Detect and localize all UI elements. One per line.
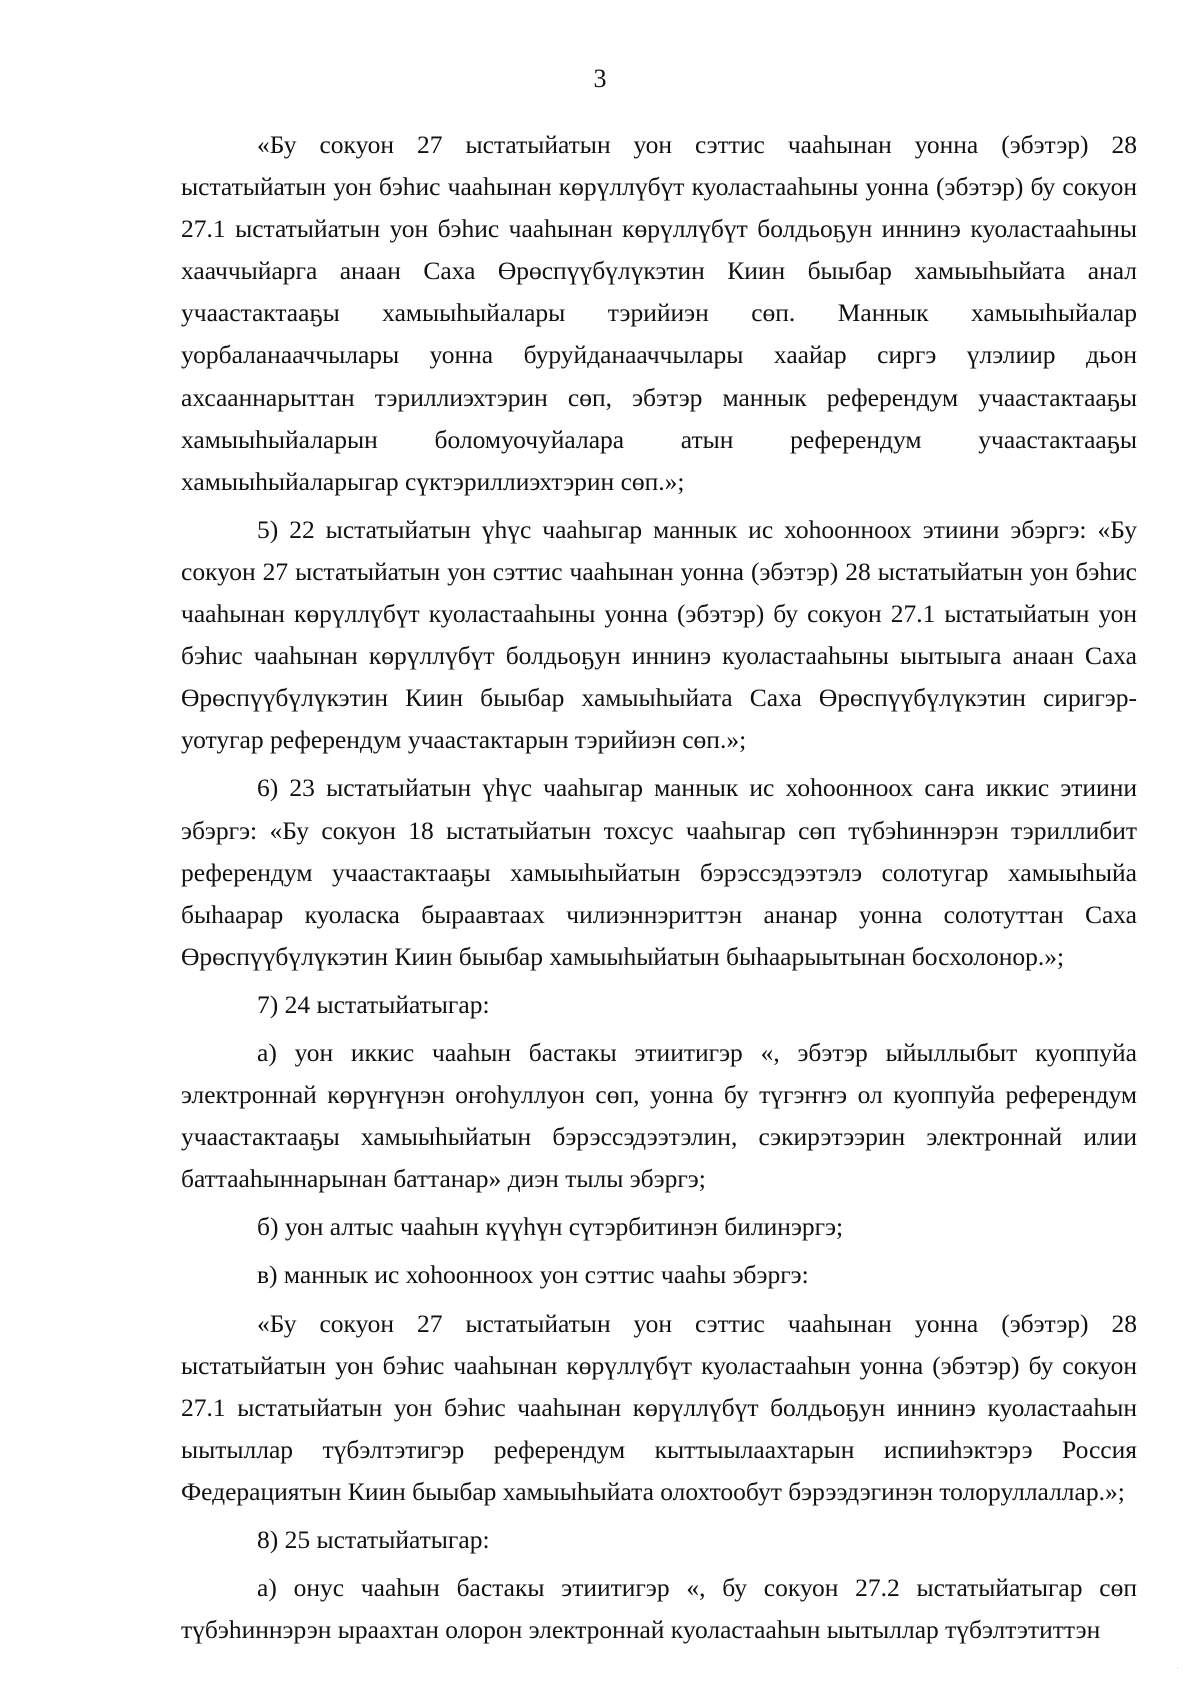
paragraph-item-7v-quote: «Бу сокуон 27 ыстатыйатын уон сэттис чааһынан уонна (эбэтэр) 28 ыстатыйатын уон бэһис чааһынан көрүллүбүт куоластааһын уонна (эбэтэр) бу сокуон 27.1 ыстатыйатын уон бэһис чааһынан көрүллүбүт болдьоҕун иннинэ куоластааһын ыытыллар түбэлтэтигэр референдум кыттыылаахтарын испииһэктэрэ Россия Федерациятын Киин быыбар хамыыһыйата олохтообут бэрээдэгинэн толоруллаллар.»; (181, 1308, 1137, 1506)
page-number: 3 (593, 64, 607, 93)
paragraph-item-6: 6) 23 ыстатыйатын үһүс чааһыгар маннык ис хоһоонноох саҥа иккис этиини эбэргэ: «Бу сокуон 18 ыстатыйатын тохсус чааһыгар сөп түбэһиннэрэн тэриллибит референдум учаастактааҕы хамыыһыйатын бэрэссэдээтэлэ солотугар хамыыһыйа быһаарар куоласка быраавтаах чилиэннэриттэн ананар уонна солотуттан Саха Өрөспүүбүлүкэтин Киин быыбар хамыыһыйатын быһаарыытынан босхолонор.»; (181, 773, 1137, 971)
paragraph-item-8a: а) онус чааһын бастакы этиитигэр «, бу сокуон 27.2 ыстатыйатыгар сөп түбэһиннэрэн ыраахтан олорон электроннай куоластааһын ыытыллар түбэлтэтиттэн (181, 1573, 1137, 1645)
paragraph-item-8: 8) 25 ыстатыйатыгар: (257, 1525, 490, 1554)
paragraph-item-7v: в) маннык ис хоһоонноох уон сэттис чааһы эбэргэ: (257, 1260, 809, 1290)
document-body (181, 124, 1137, 1651)
paragraph-item-7: 7) 24 ыстатыйатыгар: (257, 989, 490, 1019)
paragraph-continuation-quote: «Бу сокуон 27 ыстатыйатын уон сэттис чааһынан уонна (эбэтэр) 28 ыстатыйатын уон бэһис чааһынан көрүллүбүт куоластааһыны уонна (эбэтэр) бу сокуон 27.1 ыстатыйатын уон бэһис чааһынан көрүллүбүт болдьоҕун иннинэ куоластааһыны хааччыйарга анаан Саха Өрөспүүбүлүкэтин Киин быыбар хамыыһыйата анал учаастактааҕы хамыыһыйалары тэрийиэн сөп. Маннык хамыыһыйалар уорбаланааччылары уонна буруйданааччылары хаайар сиргэ үлэлиир дьон ахсааннарыттан тэриллиэхтэрин сөп, эбэтэр маннык референдум учаастактааҕы хамыыһыйаларын боломуочуйалара атын референдум учаастактааҕы хамыыһыйаларыгар сүктэриллиэхтэрин сөп.»; (181, 130, 1137, 496)
paragraph-item-7b: б) уон алтыс чааһын күүһүн сүтэрбитинэн билинэргэ; (257, 1212, 844, 1242)
paragraph-item-7a: а) уон иккис чааһын бастакы этиитигэр «, эбэтэр ыйыллыбыт куоппуйа электроннай көрүҥүнэн оҥоһуллуон сөп, уонна бу түгэҥҥэ ол куоппуйа референдум учаастактааҕы хамыыһыйатын бэрэссэдээтэлин, сэкирэтээрин электроннай илии баттааһыннарынан баттанар» диэн тылы эбэргэ; (181, 1037, 1137, 1194)
paragraph-item-5: 5) 22 ыстатыйатын үһүс чааһыгар маннык ис хоһоонноох этиини эбэргэ: «Бу сокуон 27 ыстатыйатын уон сэттис чааһынан уонна (эбэтэр) 28 ыстатыйатын уон бэһис чааһынан көрүллүбүт куоластааһыны уонна (эбэтэр) бу сокуон 27.1 ыстатыйатын уон бэһис чааһынан көрүллүбүт болдьоҕун иннинэ куоластааһыны ыытыыга анаан Саха Өрөспүүбүлүкэтин Киин быыбар хамыыһыйата Саха Өрөспүүбүлүкэтин сиригэр-уотугар референдум учаастактарын тэрийиэн сөп.»; (181, 514, 1137, 755)
scan-artifact-mark: · (1176, 1664, 1180, 1675)
